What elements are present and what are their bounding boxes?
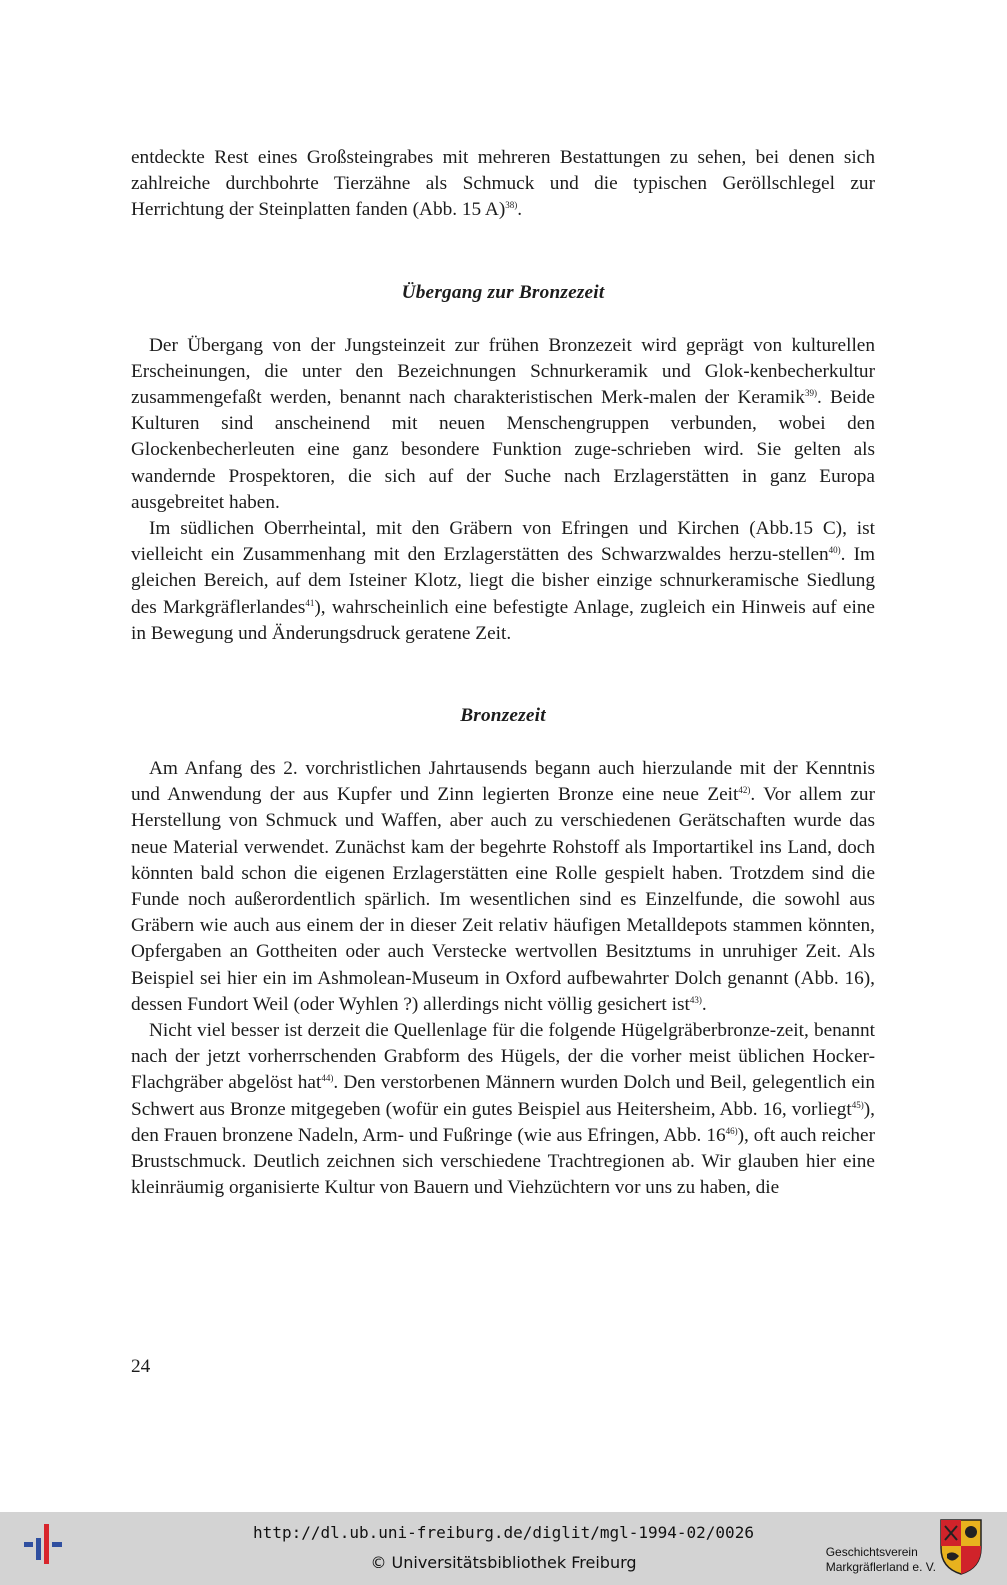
paragraph-2: Der Übergang von der Jungsteinzeit zur frühen Bronzezeit wird geprägt von kulturellen Erscheinungen, die unter den Bezeichnungen Schnurkeramik und Glok-kenbecherkultur zusammengefaßt werden, benannt nach charakteristischen Merk-malen der Keramik$^{39)}$. Beide Kulturen sind anscheinend mit neuen Menschengruppen verbunden, wobei den Glockenbecherleuten eine ganz besondere Funktion zuge-schrieben wird. Sie gelten als wandernde Prospektoren, die sich auf der Suche nach Erzlagerstätten in ganz Europa ausgebreitet haben. — [131, 334, 875, 513]
society-line-1: Geschichtsverein — [825, 1545, 918, 1559]
section-heading-bronzezeit: Bronzezeit — [460, 705, 546, 727]
section-heading-uebergang: Übergang zur Bronzezeit — [401, 281, 605, 303]
society-name — [826, 1545, 936, 1575]
footnote-ref[interactable]: 43) — [689, 994, 702, 1005]
copyright-notice: © Universitätsbibliothek Freiburg — [370, 1553, 637, 1572]
source-url-link[interactable]: http://dl.ub.uni-freiburg.de/diglit/mgl-1994-02/0026 — [253, 1523, 754, 1542]
footnote-ref[interactable]: 40) — [828, 545, 841, 556]
coat-of-arms-icon[interactable] — [939, 1518, 983, 1576]
footnote-ref[interactable]: 46) — [725, 1125, 738, 1136]
footer-bar — [0, 1512, 1007, 1585]
footnote-ref[interactable]: 39) — [804, 388, 817, 399]
footnote-ref[interactable]: 42) — [738, 785, 751, 796]
paragraph-4: Am Anfang des 2. vorchristlichen Jahrtausends begann auch hierzulande mit der Kenntnis und Anwendung der aus Kupfer und Zinn legierten Bronze eine neue Zeit$^{42)}$. Vor allem zur Herstellung von Schmuck und Waffen, aber auch zu verschiedenen Gerätschaften wurde das neue Material verwendet. Zunächst kam der begehrte Rohstoff als Importartikel ins Land, doch könnten bald schon die eigenen Erzlagerstätten eine Rolle gespielt haben. Trotzdem sind die Funde noch außerordentlich spärlich. Im wesentlichen sind es Einzelfunde, die sowohl aus Gräbern wie auch aus einem der in dieser Zeit relativ häufigen Metalldepots stammen könnten, Opfergaben an Gottheiten oder auch Verstecke wertvollen Besitztums in unruhiger Zeit. Als Beispiel sei hier ein im Ashmolean-Museum in Oxford aufbewahrter Dolch genannt (Abb. 16), dessen Fundort Weil (oder Wyhlen ?) allerdings nicht völlig gesichert ist$^{43)}$. — [131, 758, 875, 1015]
footnote-ref[interactable]: 41 — [305, 597, 315, 608]
paragraph-3: Im südlichen Oberrheintal, mit den Gräbern von Efringen und Kirchen (Abb.15 C), ist vielleicht ein Zusammenhang mit den Erzlagerstätten des Schwarzwaldes herzu-stellen$^{40)}$. Im gleichen Bereich, auf dem Isteiner Klotz, liegt die bisher einzige schnurkeramische Siedlung des Markgräflerlandes$^{41}$), wahrscheinlich eine befestigte Anlage, zugleich ein Hinweis auf eine in Bewegung und Änderungsdruck geratene Zeit. — [131, 518, 875, 644]
page-number: 24 — [131, 1356, 151, 1377]
footnote-ref[interactable]: 38) — [505, 200, 518, 211]
paragraph-5: Nicht viel besser ist derzeit die Quellenlage für die folgende Hügelgräberbronze-zeit, benannt nach der jetzt vorherrschenden Grabform des Hügels, der die vorher meist üblichen Hocker-Flachgräber abgelöst hat$^{44)}$. Den verstorbenen Männern wurden Dolch und Beil, gelegentlich ein Schwert aus Bronze mitgegeben (wofür ein gutes Beispiel aus Heitersheim, Abb. 16, vorliegt$^{45)}$), den Frauen bronzene Nadeln, Arm- und Fußringe (wie aus Efringen, Abb. 16$^{46)}$), oft auch reicher Brustschmuck. Deutlich zeichnen sich verschiedene Trachtregionen ab. Wir glauben hier eine kleinräumig organisierte Kultur von Bauern und Viehzüchtern vor uns zu haben, die — [131, 1020, 875, 1199]
society-line-2: Markgräflerland e. V. — [825, 1560, 936, 1574]
document-page — [131, 145, 875, 1202]
footnote-ref[interactable]: 44) — [321, 1073, 334, 1084]
paragraph-1: entdeckte Rest eines Großsteingrabes mit mehreren Bestattungen zu sehen, bei denen sich zahlreiche durchbohrte Tierzähne als Schmuck und die typischen Geröllschlegel zur Herrichtung der Steinplatten fanden (Abb. 15 A)$^{38)}$. — [131, 147, 875, 221]
footnote-ref[interactable]: 45) — [851, 1099, 864, 1110]
